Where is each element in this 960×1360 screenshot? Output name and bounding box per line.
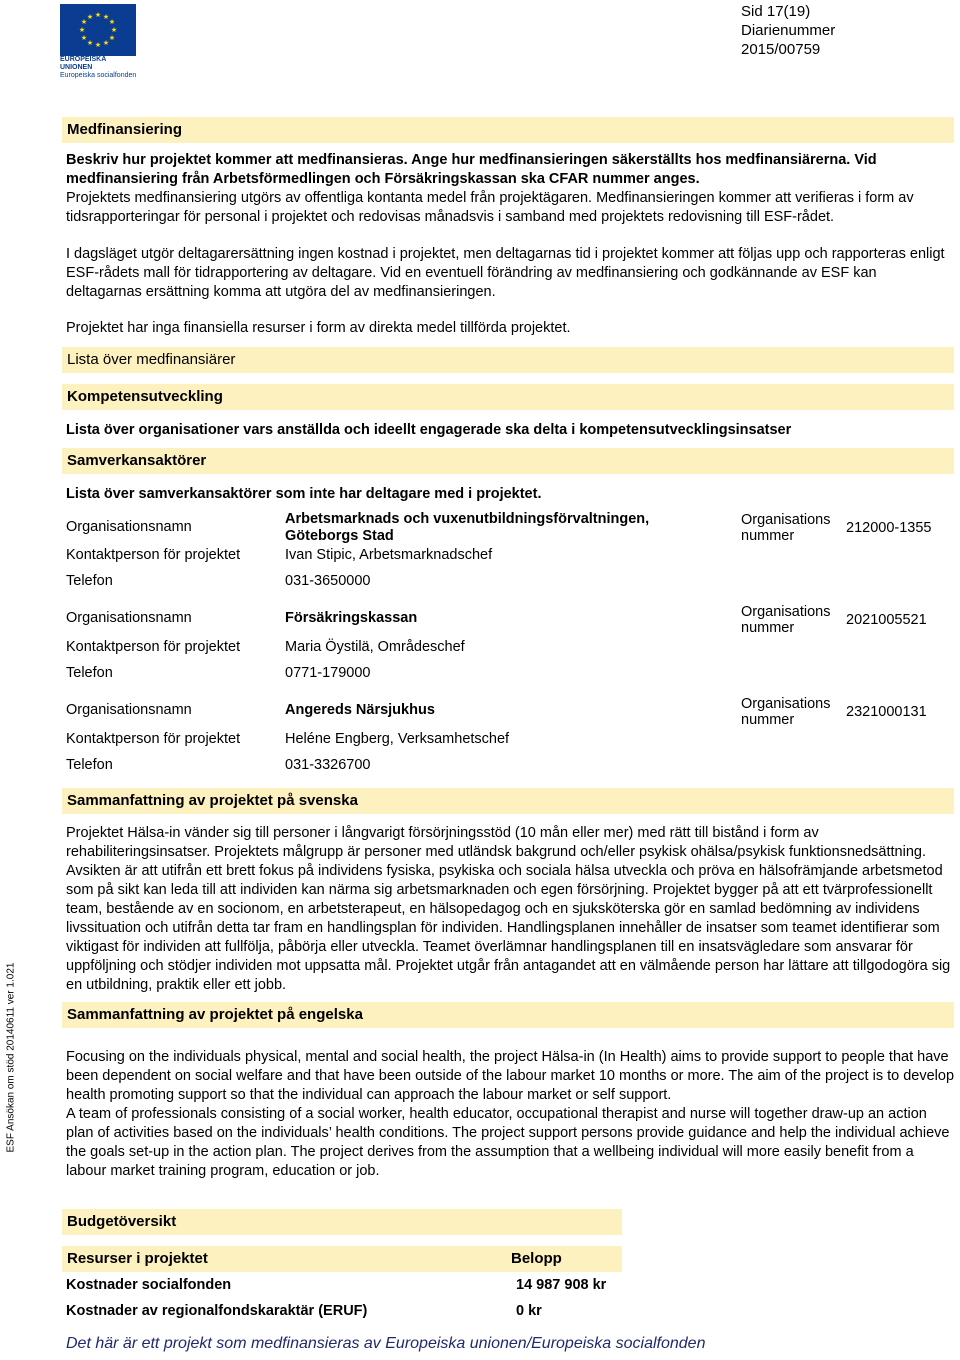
svg-text:★: ★: [80, 34, 88, 42]
org-label: Organisationsnamn: [66, 702, 192, 718]
summary-swedish: Projektet Hälsa-in vänder sig till personer i långvarigt försörjningsstöd (10 mån eller mer) med rätt till bistånd i form av rehabiliteringsinsatser. Projektets målgrupp är personer med utländsk bakgrund och/eller psykisk ohälsa/psykisk funktionsnedsättning. Avsikten är att utifrån ett brett fokus på individens fysiska, psykiska och sociala hälsa utveckla och pröva en hälsofrämjande arbetsmetod som på sikt kan leda till att individen kan närma sig arbetsmarknaden och egen försörjning. Projektet bygger på att ett tvärprofessionellt team, bestående av en socionom, en arbetsterapeut, en hälsopedagog och en sjuksköterska gör en samlad bedömning av individens livssituation och utifrån detta tar fram en handlingsplan för individen. Handlingsplanen innehåller de insatser som teamet identifierar som viktigast för individen att fullfölja, påbörja eller utveckla. Teamet överlämnar handlingsplanen till en insatsvägledare som ansvarar för uppföljning och stödjer individen mot uppsatta mål. Projektet utgår från antagandet att en välmående person har lättare att tillgodogöra sig en utbildning, praktik eller ett jobb.: [66, 825, 951, 993]
svg-text:★: ★: [102, 39, 110, 47]
phone-value: 031-3326700: [285, 757, 371, 773]
svg-text:★: ★: [108, 34, 116, 42]
org-label: Organisationsnamn: [66, 610, 192, 626]
budget-col-belopp: Belopp: [511, 1250, 562, 1267]
orgnr-label-2: nummer: [741, 712, 795, 728]
page-number: Sid 17(19): [741, 3, 811, 20]
orgnr-label-2: nummer: [741, 620, 795, 636]
medfin-question-2: medfinansiering från Arbetsförmedlingen och Försäkringskassan ska CFAR nummer anges.: [66, 171, 700, 187]
org-name: [285, 511, 649, 545]
svg-text:★: ★: [78, 26, 86, 34]
svg-text:★: ★: [102, 13, 110, 21]
footer-text: Det här är ett projekt som medfinansieras av Europeiska unionen/Europeiska socialfonden: [66, 1335, 706, 1352]
budget-row-value: 0 kr: [516, 1303, 542, 1319]
medfin-answer-3: Projektet har inga finansiella resurser i form av direkta medel tillförda projektet.: [66, 320, 571, 336]
svg-text:★: ★: [94, 11, 102, 19]
summary-english-p1: Focusing on the individuals physical, mental and social health, the project Hälsa-in (In Health) aims to provide support to people that have been dependent on social welfare and that have been outside of the labour market 10 months or more. The aim of the project is to develop health promoting support so that the individual can approach the labour market or self support.: [66, 1049, 955, 1103]
orgnr-value: 2321000131: [846, 704, 927, 720]
contact-label: Kontaktperson för projektet: [66, 547, 241, 563]
svg-text:★: ★: [86, 13, 94, 21]
section-lista-medfinansiarer: Lista över medfinansiärer: [62, 347, 954, 373]
diarie-value: 2015/00759: [741, 41, 821, 58]
budget-col-resurser: Resurser i projektet: [67, 1250, 208, 1267]
org-name-line-2: Göteborgs Stad: [285, 528, 394, 544]
section-samverkansaktorer: Samverkansaktörer: [62, 448, 954, 474]
org-name-line-1: Arbetsmarknads och vuxenutbildningsförvaltningen,: [285, 511, 650, 527]
budget-row-label: Kostnader av regionalfondskaraktär (ERUF): [66, 1303, 368, 1319]
eu-flag-icon: [60, 4, 136, 56]
summary-english-p2: A team of professionals consisting of a social worker, health educator, occupational therapist and nurse will together draw-up an action plan of activities based on the individuals’ health conditions. The project support persons provide guidance and help the individual achieve the goals set-up in the action plan. The project derives from the assumption that a wellbeing individual will more easily benefit from a labour market training program, education or job.: [66, 1106, 950, 1179]
orgnr-label: [741, 604, 830, 636]
orgnr-value: 212000-1355: [846, 520, 932, 536]
contact-value: Maria Öystilä, Områdeschef: [285, 639, 465, 655]
org-name: Försäkringskassan: [285, 610, 418, 626]
contact-label: Kontaktperson för projektet: [66, 639, 241, 655]
medfin-answer-1: Projektets medfinansiering utgörs av offentliga kontanta medel från projektägaren. Medfinansieringen kommer att verifieras i form av tidsrapporteringar för personal i projektet och redovisas månadsvis i samband med projektets redovisning till ESF-rådet.: [66, 190, 914, 225]
section-budgetoversikt: Budgetöversikt: [62, 1209, 622, 1235]
logo-line-2: Europeiska socialfonden: [60, 72, 137, 79]
phone-value: 0771-179000: [285, 665, 371, 681]
contact-value: Ivan Stipic, Arbetsmarknadschef: [285, 547, 493, 563]
svg-text:★: ★: [108, 18, 116, 26]
section-medfinansiering: Medfinansiering: [62, 117, 954, 143]
eu-logo: [60, 4, 138, 79]
komp-text: Lista över organisationer vars anställda och ideellt engagerade ska delta i kompetensutvecklingsinsatser: [66, 422, 792, 438]
orgnr-label: [741, 696, 830, 728]
svg-text:★: ★: [110, 26, 118, 34]
section-sammanfattning-svenska: Sammanfattning av projektet på svenska: [62, 788, 954, 814]
svg-text:★: ★: [80, 18, 88, 26]
orgnr-label-1: Organisations: [741, 512, 831, 528]
page-header: [741, 2, 835, 59]
orgnr-label-1: Organisations: [741, 604, 831, 620]
budget-header-row: [62, 1246, 622, 1272]
samverk-text: Lista över samverkansaktörer som inte har deltagare med i projektet.: [66, 486, 542, 502]
phone-label: Telefon: [66, 573, 113, 589]
medfin-answer-2: I dagsläget utgör deltagarersättning ingen kostnad i projektet, men deltagarnas tid i projektet kommer att följas upp och rapporteras enligt ESF-rådets mall för tidrapportering av deltagare. Vid en eventuell förändring av medfinansiering och godkännande av ESF kan deltagarnas ersättning komma att utgöra del av medfinansieringen.: [66, 246, 945, 300]
section-sammanfattning-engelska: Sammanfattning av projektet på engelska: [62, 1002, 954, 1028]
org-label: Organisationsnamn: [66, 519, 192, 535]
budget-row-value: 14 987 908 kr: [516, 1277, 607, 1293]
contact-value: Heléne Engberg, Verksamhetschef: [285, 731, 510, 747]
orgnr-label-2: nummer: [741, 528, 795, 544]
svg-text:★: ★: [94, 41, 102, 49]
phone-label: Telefon: [66, 665, 113, 681]
svg-text:★: ★: [86, 39, 94, 47]
orgnr-value: 2021005521: [846, 612, 927, 628]
phone-value: 031-3650000: [285, 573, 371, 589]
contact-label: Kontaktperson för projektet: [66, 731, 241, 747]
logo-line-1: EUROPEISKA UNIONEN: [60, 56, 107, 71]
phone-label: Telefon: [66, 757, 113, 773]
orgnr-label: [741, 512, 830, 544]
orgnr-label-1: Organisations: [741, 696, 831, 712]
side-version-text: ESF Ansökan om stöd 20140611 ver 1.021: [5, 962, 17, 1153]
diarie-label: Diarienummer: [741, 22, 836, 39]
section-kompetensutveckling: Kompetensutveckling: [62, 384, 954, 410]
org-name: Angereds Närsjukhus: [285, 702, 435, 718]
medfin-question-1: Beskriv hur projektet kommer att medfinansieras. Ange hur medfinansieringen säkerställts hos medfinansiärerna. Vid: [66, 152, 877, 168]
budget-row-label: Kostnader socialfonden: [66, 1277, 232, 1293]
